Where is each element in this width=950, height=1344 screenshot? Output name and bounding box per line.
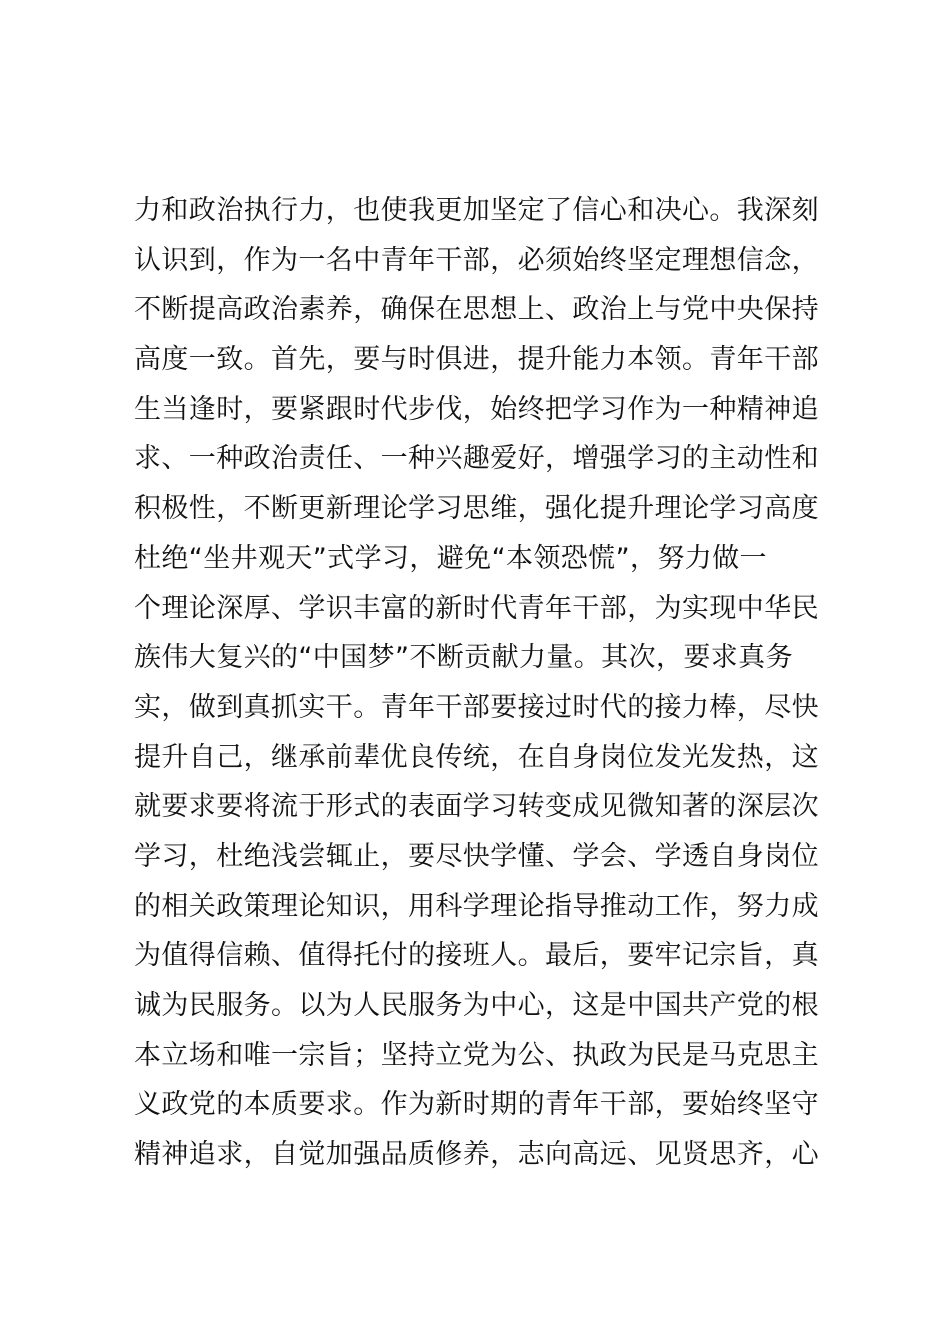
text-line: 学习，杜绝浅尝辄止，要尽快学懂、学会、学透自身岗位 xyxy=(134,840,819,872)
text-line: 族伟大复兴的“中国梦”不断贡献力量。其次，要求真务 xyxy=(134,642,793,674)
text-line: 认识到，作为一名中青年干部，必须始终坚定理想信念， xyxy=(134,244,819,276)
text-line: 本立场和唯一宗旨；坚持立党为公、执政为民是马克思主 xyxy=(134,1039,819,1071)
body-text xyxy=(134,186,834,1180)
text-line: 的相关政策理论知识，用科学理论指导推动工作，努力成 xyxy=(134,890,819,922)
text-line: 生当逢时，要紧跟时代步伐，始终把学习作为一种精神追 xyxy=(134,393,819,425)
text-line: 积极性，不断更新理论学习思维，强化提升理论学习高度 xyxy=(134,493,819,525)
text-line: 提升自己，继承前辈优良传统，在自身岗位发光发热，这 xyxy=(134,741,819,773)
text-line: 就要求要将流于形式的表面学习转变成见微知著的深层次 xyxy=(134,791,819,823)
text-line: 高度一致。首先，要与时俱进，提升能力本领。青年干部 xyxy=(134,344,819,376)
text-line: 求、一种政治责任、一种兴趣爱好，增强学习的主动性和 xyxy=(134,443,819,475)
text-line: 不断提高政治素养，确保在思想上、政治上与党中央保持 xyxy=(134,294,819,326)
text-line: 杜绝“坐井观天”式学习，避免“本领恐慌”，努力做一 xyxy=(134,542,767,574)
text-line: 精神追求，自觉加强品质修养，志向高远、见贤思齐，心 xyxy=(134,1139,819,1171)
text-line: 力和政治执行力，也使我更加坚定了信心和决心。我深刻 xyxy=(134,195,819,226)
text-line: 诚为民服务。以为人民服务为中心，这是中国共产党的根 xyxy=(134,990,819,1021)
text-line: 义政党的本质要求。作为新时期的青年干部，要始终坚守 xyxy=(134,1089,819,1121)
text-line: 个理论深厚、学识丰富的新时代青年干部，为实现中华民 xyxy=(134,592,819,624)
text-line: 实，做到真抓实干。青年干部要接过时代的接力棒，尽快 xyxy=(134,691,819,723)
text-line: 为值得信赖、值得托付的接班人。最后，要牢记宗旨，真 xyxy=(134,940,819,972)
